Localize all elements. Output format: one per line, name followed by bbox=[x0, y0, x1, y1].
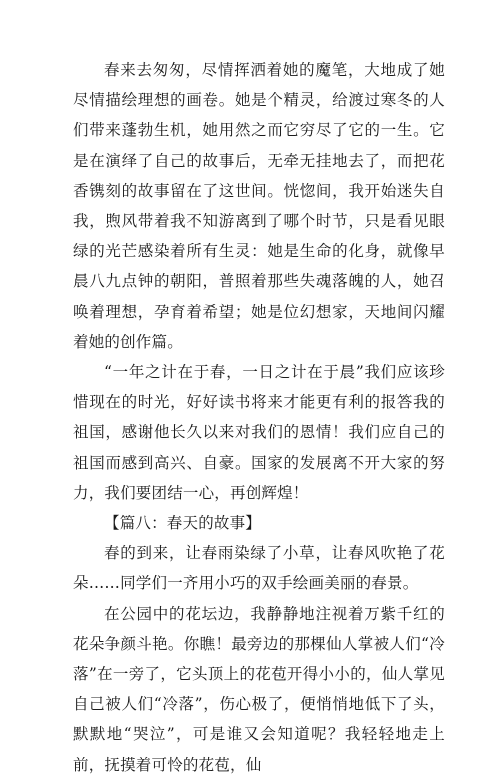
paragraph-spring-arrival: 春的到来，让春雨染绿了小草，让春风吹艳了花朵……同学们一齐用小巧的双手绘画美丽的春景。 bbox=[73, 544, 445, 593]
section-heading: 【篇八：春天的故事】 bbox=[104, 514, 262, 533]
paragraph-park-flowers: 在公园中的花坛边，我静静地注视着万紫千红的花朵争颜斗艳。你瞧！最旁边的那棵仙人掌被人们“冷落”在一旁了，它头顶上的花苞开得小小的，仙人掌见自己被人们“冷落”，伤心极了，便悄悄地低下了头，默默地“哭泣”，可是谁又会知道呢？我轻轻地走上前，抚摸着可怜的花苞，仙 bbox=[73, 604, 445, 774]
paragraph-spring-quote: “一年之计在于春，一日之计在于晨”我们应该珍惜现在的时光，好好读书将来才能更有利的报答我的祖国，感谢他长久以来对我们的恩情！我们应自己的祖国而感到高兴、自豪。国家的发展离不开大家的努力，我们要团结一心，再创辉煌！ bbox=[73, 363, 445, 502]
paragraph-spring-intro: 春来去匆匆，尽情挥洒着她的魔笔，大地成了她尽情描绘理想的画卷。她是个精灵，给渡过寒冬的人们带来蓬勃生机，她用然之而它穷尽了它的一生。它是在演绎了自己的故事后，无牵无挂地去了，而把花香镌刻的故事留在了这世间。恍惚间，我开始迷失自我，煦风带着我不知游离到了哪个时节，只是看见眼绿的光芒感染着所有生灵：她是生命的化身，就像早晨八九点钟的朝阳，普照着那些失魂落魄的人，她召唤着理想，孕育着希望；她是位幻想家，天地间闪耀着她的创作篇。 bbox=[73, 61, 445, 351]
document-body bbox=[73, 55, 445, 780]
